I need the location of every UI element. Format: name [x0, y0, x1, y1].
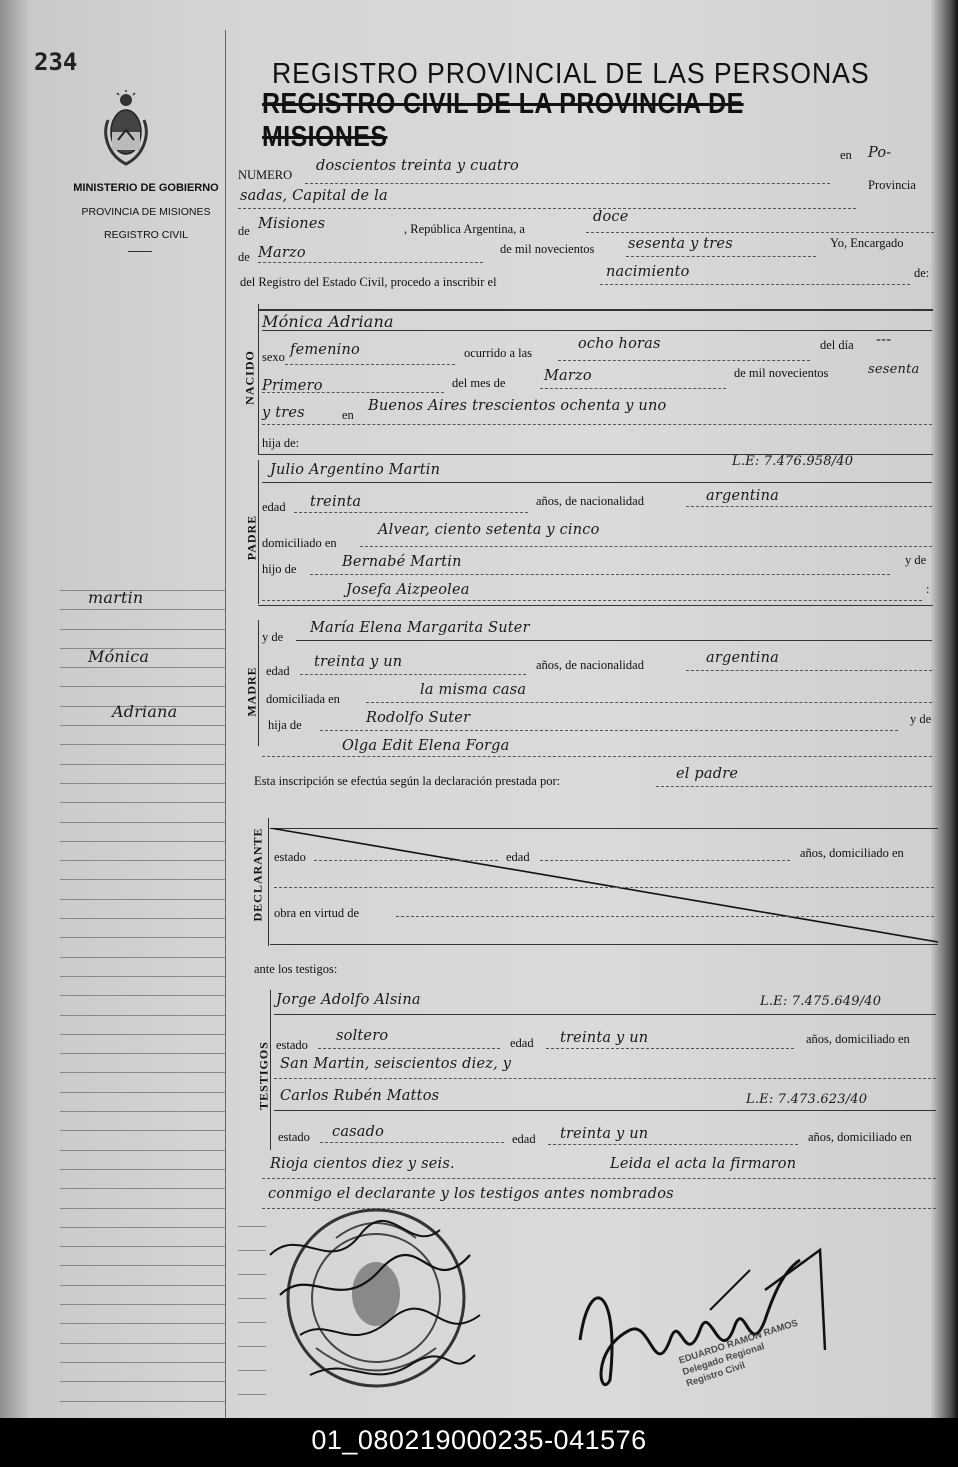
margin-ruled-line	[60, 995, 225, 996]
bottom-id-bar	[0, 1418, 958, 1467]
testigo2-anios-label: años, domiciliado en	[808, 1130, 912, 1144]
city-value: sadas, Capital de la	[240, 188, 388, 204]
margin-ruled-line	[60, 976, 225, 977]
padre-domicilio-line	[360, 546, 932, 547]
madre-edad-value: treinta y un	[314, 654, 403, 670]
testigo1-edad-line	[546, 1048, 794, 1049]
testigo2-name-line	[274, 1110, 936, 1111]
madre-nacionalidad-line	[686, 670, 932, 671]
testigo2-estado-value: casado	[332, 1124, 385, 1140]
declarante-anios-label: años, domiciliado en	[800, 846, 904, 860]
en-label: en	[840, 148, 852, 162]
margin-ruled-line	[60, 1034, 225, 1035]
margin-ruled-line	[60, 1188, 225, 1189]
declarante-estado-line	[314, 860, 498, 861]
lugar-en-label: en	[342, 408, 354, 422]
document-id-text: 01_080219000235-041576	[311, 1425, 647, 1455]
testigo2-estado-line	[320, 1142, 504, 1143]
madre-nacionalidad-label: años, de nacionalidad	[536, 658, 644, 672]
testigo1-edad-label: edad	[510, 1036, 534, 1050]
yo-encargado-label: Yo, Encargado	[830, 236, 904, 250]
madre-edad-line	[300, 674, 526, 675]
declarante-section-label: DECLARANTE	[250, 827, 265, 922]
day-value: doce	[593, 209, 629, 225]
testigo1-name-value: Jorge Adolfo Alsina	[276, 992, 421, 1008]
declarante-obra-label: obra en virtud de	[274, 906, 360, 920]
dia-line	[262, 392, 444, 393]
testigo1-domicilio-value: San Martin, seiscientos diez, y	[280, 1056, 512, 1072]
margin-ruled-line	[60, 860, 225, 861]
margin-ruled-line	[60, 1053, 225, 1054]
witness-signatures-icon	[240, 1215, 500, 1410]
hija-de-label: hija de:	[262, 436, 300, 450]
closing-line-1	[262, 1178, 936, 1179]
act-line	[600, 284, 910, 285]
nacido-top-line	[258, 309, 933, 311]
margin-ruled-line	[60, 802, 225, 803]
padre-madre-value: Josefa Aizpeolea	[346, 582, 470, 598]
anio-label: de mil novecientos	[734, 366, 829, 380]
year-line	[626, 256, 816, 257]
declarante-bottom-line	[270, 944, 938, 945]
margin-ruled-line	[60, 1169, 225, 1170]
sexo-line	[285, 364, 455, 365]
testigo1-document-value: L.E: 7.475.649/40	[760, 994, 882, 1009]
madre-madre-line	[262, 756, 932, 757]
padre-padre-value: Bernabé Martin	[342, 554, 462, 570]
ministry-line1: MINISTERIO DE GOBIERNO	[73, 182, 219, 194]
margin-ruled-line	[60, 686, 225, 687]
madre-nacionalidad-value: argentina	[706, 650, 780, 666]
madre-edad-label: edad	[266, 664, 290, 678]
margin-ruled-line	[60, 879, 225, 880]
padre-y-de-label: y de	[905, 553, 927, 567]
anio-value-2: y tres	[262, 405, 305, 421]
padre-madre-line	[262, 600, 922, 601]
margin-ruled-line	[60, 1150, 225, 1151]
margin-ruled-line	[60, 1362, 225, 1363]
padre-domicilio-label: domiciliado en	[262, 536, 337, 550]
margin-ruled-line	[60, 1265, 225, 1266]
day-line	[586, 232, 934, 233]
margin-ruled-line	[60, 899, 225, 900]
margin-ruled-line	[60, 1208, 225, 1209]
margin-ruled-line	[60, 1304, 225, 1305]
declarante-edad-line	[540, 860, 790, 861]
testigo1-estado-label: estado	[276, 1038, 308, 1052]
act-value: nacimiento	[606, 264, 690, 280]
month-line	[258, 262, 483, 263]
padre-name-line	[262, 482, 932, 483]
declaracion-value: el padre	[676, 766, 739, 782]
padre-bottom-line	[258, 605, 933, 606]
de-label-2: de	[238, 250, 250, 264]
en-value: Po-	[868, 145, 892, 161]
madre-name-line	[296, 640, 932, 641]
testigo1-name-line	[274, 1014, 936, 1015]
padre-edad-line	[294, 512, 528, 513]
margin-ruled-line	[60, 1401, 225, 1402]
year-value: sesenta y tres	[628, 236, 733, 252]
officer-stamp-text: EDUARDO RAMON RAMOS Delegado Regional Registro Civil	[677, 1317, 800, 1390]
hora-value: ocho horas	[578, 336, 661, 352]
de-label-1: de	[238, 224, 250, 238]
margin-ruled-line	[60, 841, 225, 842]
declarante-bracket	[268, 818, 269, 946]
del-dia-label: del día	[820, 338, 854, 352]
margin-ruled-line	[60, 764, 225, 765]
margin-ruled-line	[60, 957, 225, 958]
anio-value: sesenta	[868, 362, 920, 377]
padre-nacionalidad-value: argentina	[706, 488, 780, 504]
nacido-name-line	[262, 330, 932, 331]
mes-value: Marzo	[544, 368, 592, 384]
padre-padre-line	[310, 574, 890, 575]
margin-ruled-line	[60, 937, 225, 938]
margin-ruled-line	[60, 1111, 225, 1112]
sexo-value: femenino	[290, 342, 360, 358]
provincia-label: Provincia	[868, 178, 916, 192]
padre-domicilio-value: Alvear, ciento setenta y cinco	[378, 522, 600, 538]
dia-dash: ---	[876, 332, 892, 348]
margin-ruled-line	[60, 744, 225, 745]
padre-name-value: Julio Argentino Martin	[270, 462, 441, 478]
closing-text-1: Leida el acta la firmaron	[610, 1156, 797, 1172]
nacido-section-label: NACIDO	[242, 350, 257, 405]
nacido-bracket	[258, 304, 259, 454]
declarante-domicilio-line	[274, 887, 934, 888]
madre-hija-de-label: hija de	[268, 718, 302, 732]
padre-section-label: PADRE	[244, 514, 259, 561]
madre-padre-value: Rodolfo Suter	[366, 710, 471, 726]
testigo1-edad-value: treinta y un	[560, 1030, 649, 1046]
declarante-estado-label: estado	[274, 850, 306, 864]
margin-ruled-line	[60, 1130, 225, 1131]
margin-ruled-line	[60, 1015, 225, 1016]
margin-ruled-line	[60, 725, 225, 726]
sexo-label: sexo	[262, 350, 285, 364]
margin-ruled-line	[60, 667, 225, 668]
testigo1-anios-label: años, domiciliado en	[806, 1032, 910, 1046]
numero-value: doscientos treinta y cuatro	[316, 158, 519, 174]
declarante-edad-label: edad	[506, 850, 530, 864]
lugar-value: Buenos Aires trescientos ochenta y uno	[368, 398, 667, 414]
declaracion-label: Esta inscripción se efectúa según la declaración prestada por:	[254, 774, 561, 788]
margin-ruled-line	[60, 1381, 225, 1382]
madre-domicilio-line	[366, 702, 932, 703]
coat-of-arms-icon	[102, 90, 150, 168]
province-value: Misiones	[258, 216, 326, 232]
testigo1-estado-line	[318, 1048, 500, 1049]
testigo1-estado-value: soltero	[336, 1028, 389, 1044]
mes-label: del mes de	[452, 376, 506, 390]
nacido-name-value: Mónica Adriana	[262, 312, 394, 331]
margin-ruled-line	[60, 918, 225, 919]
margin-ruled-line	[60, 609, 225, 610]
margin-ruled-line	[60, 1227, 225, 1228]
margin-ruled-line	[60, 1092, 225, 1093]
hora-line	[558, 360, 810, 361]
madre-y-de-label-2: y de	[910, 712, 932, 726]
testigo2-edad-value: treinta y un	[560, 1126, 649, 1142]
ministry-line3: REGISTRO CIVIL	[103, 229, 188, 241]
dia-value: Primero	[262, 378, 323, 394]
madre-domicilio-label: domiciliada en	[266, 692, 340, 706]
testigos-intro-label: ante los testigos:	[254, 962, 338, 976]
margin-middle-name: Adriana	[112, 702, 178, 721]
testigo2-edad-label: edad	[512, 1132, 536, 1146]
margin-surname: martin	[88, 588, 144, 607]
closing-text-2: conmigo el declarante y los testigos antes nombrados	[268, 1186, 674, 1202]
padre-hijo-de-label: hijo de	[262, 562, 297, 576]
margin-ruled-line	[60, 629, 225, 630]
padre-edad-value: treinta	[310, 494, 362, 510]
ministry-rule	[128, 251, 152, 252]
testigo2-estado-label: estado	[278, 1130, 310, 1144]
margin-ruled-line	[60, 1323, 225, 1324]
padre-nacionalidad-line	[686, 506, 932, 507]
ocurrido-label: ocurrido a las	[464, 346, 533, 360]
declaracion-line	[656, 786, 932, 787]
testigo2-edad-line	[548, 1144, 798, 1145]
page-number: 234	[34, 48, 78, 76]
registro-label: del Registro del Estado Civil, procedo a inscribir el	[240, 275, 497, 289]
margin-ruled-line	[60, 822, 225, 823]
madre-name-value: María Elena Margarita Suter	[310, 620, 530, 636]
margin-ruled-line	[60, 1072, 225, 1073]
margin-first-name: Mónica	[88, 647, 150, 666]
month-value: Marzo	[258, 245, 306, 261]
padre-edad-label: edad	[262, 500, 286, 514]
declarante-obra-line	[396, 916, 934, 917]
testigo2-document-value: L.E: 7.473.623/40	[746, 1092, 868, 1107]
de-label-3: de:	[914, 266, 930, 280]
numero-line	[305, 183, 830, 184]
title-registro-civil-struck: REGISTRO CIVIL DE LA PROVINCIA DE MISIONES	[262, 88, 744, 153]
madre-section-label: MADRE	[244, 666, 259, 717]
padre-colon: :	[926, 582, 930, 596]
madre-padre-line	[320, 730, 898, 731]
testigo1-domicilio-line	[274, 1078, 936, 1079]
padre-nacionalidad-label: años, de nacionalidad	[536, 494, 644, 508]
title-registro-provincial: REGISTRO PROVINCIAL DE LAS PERSONAS	[272, 58, 870, 90]
lugar-line	[262, 424, 932, 425]
testigo2-domicilio-value: Rioja cientos diez y seis.	[270, 1156, 455, 1172]
ministry-line2: PROVINCIA DE MISIONES	[81, 206, 211, 218]
testigo2-name-value: Carlos Rubén Mattos	[280, 1088, 440, 1104]
padre-document-value: L.E: 7.476.958/40	[732, 454, 854, 469]
madre-madre-value: Olga Edit Elena Forga	[342, 738, 510, 754]
madre-y-de-label: y de	[262, 630, 284, 644]
margin-ruled-line	[60, 1285, 225, 1286]
margin-ruled-line	[60, 1246, 225, 1247]
margin-ruled-line	[60, 783, 225, 784]
margin-ruled-line	[60, 1343, 225, 1344]
madre-domicilio-value: la misma casa	[420, 682, 527, 698]
mes-line	[540, 388, 726, 389]
city-line	[238, 208, 856, 209]
year-label: de mil novecientos	[500, 242, 595, 256]
testigos-section-label: TESTIGOS	[256, 1041, 271, 1110]
numero-label: NUMERO	[238, 168, 293, 182]
republica-label: , República Argentina, a	[404, 222, 525, 236]
